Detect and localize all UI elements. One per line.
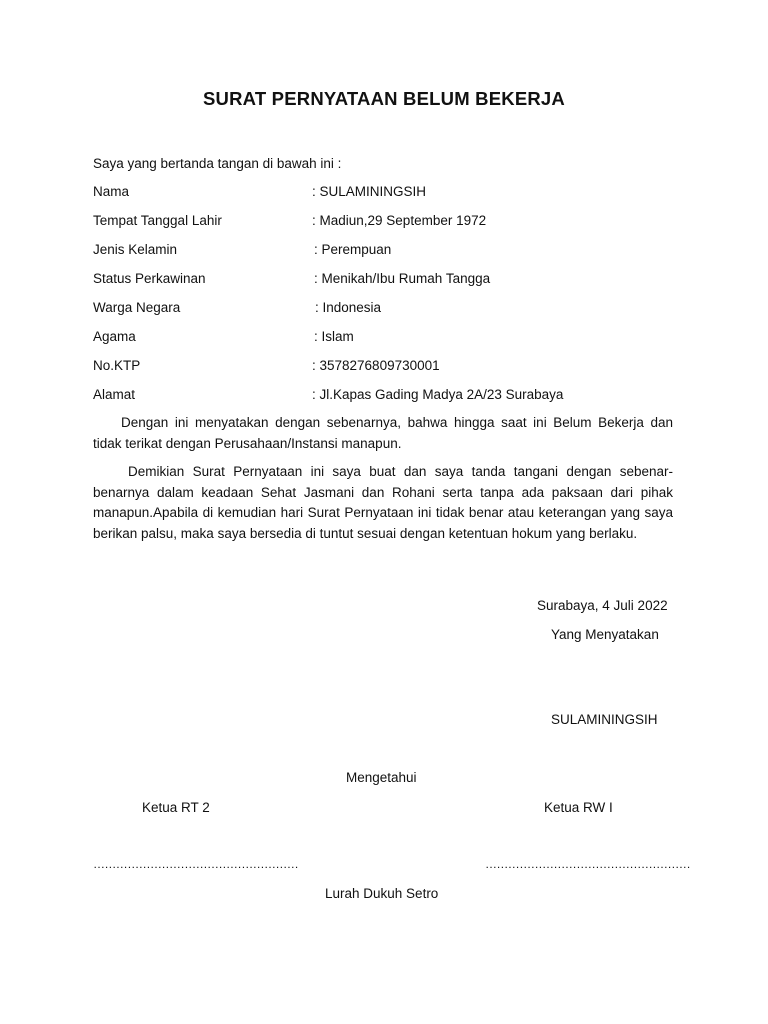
rw-signature-line: ……………………………………………… [485,857,691,871]
place-date: Surabaya, 4 Juli 2022 [537,598,668,613]
field-value: : Islam [314,329,354,344]
rt-signature-line: ……………………………………………… [93,857,299,871]
field-value: : Jl.Kapas Gading Madya 2A/23 Surabaya [312,387,564,402]
field-value: : 3578276809730001 [312,358,440,373]
field-value: : Perempuan [314,242,392,257]
field-label: Alamat [93,387,136,402]
statement-paragraph: Dengan ini menyatakan dengan sebenarnya, bahwa hingga saat ini Belum Bekerja dan tidak terikat dengan Perusahaan/Instansi manapun. [93,415,673,451]
field-value: : Indonesia [315,300,382,315]
rw-title: Ketua RW I [544,800,613,815]
field-value: : Menikah/Ibu Rumah Tangga [314,271,491,286]
field-label: Tempat Tanggal Lahir [93,213,222,228]
field-value: : Madiun,29 September 1972 [312,213,487,228]
field-label: Nama [93,184,130,199]
field-label: Status Perkawinan [93,271,206,286]
signer-role: Yang Menyatakan [551,627,659,642]
field-label: Agama [93,329,136,344]
acknowledgement-heading: Mengetahui [346,770,417,785]
lurah-title: Lurah Dukuh Setro [325,886,439,901]
closing-paragraph: Demikian Surat Pernyataan ini saya buat dan saya tanda tangani dengan sebenar-benarnya dalam keadaan Sehat Jasmani dan Rohani serta tanpa ada paksaan dari pihak manapun.Apabila di kemudian hari Surat Pernyataan ini tidak benar atau keterangan yang saya berikan palsu, maka saya bersedia di tuntut sesuai dengan ketentuan hokum yang berlaku. [93,464,673,541]
field-label: Jenis Kelamin [93,242,178,257]
intro-text: Saya yang bertanda tangan di bawah ini : [93,156,342,171]
field-value: : SULAMININGSIH [312,184,427,199]
document-title: SURAT PERNYATAAN BELUM BEKERJA [203,88,565,109]
signer-name: SULAMININGSIH [551,712,658,727]
field-label: No.KTP [93,358,141,373]
field-label: Warga Negara [93,300,181,315]
rt-title: Ketua RT 2 [142,800,210,815]
